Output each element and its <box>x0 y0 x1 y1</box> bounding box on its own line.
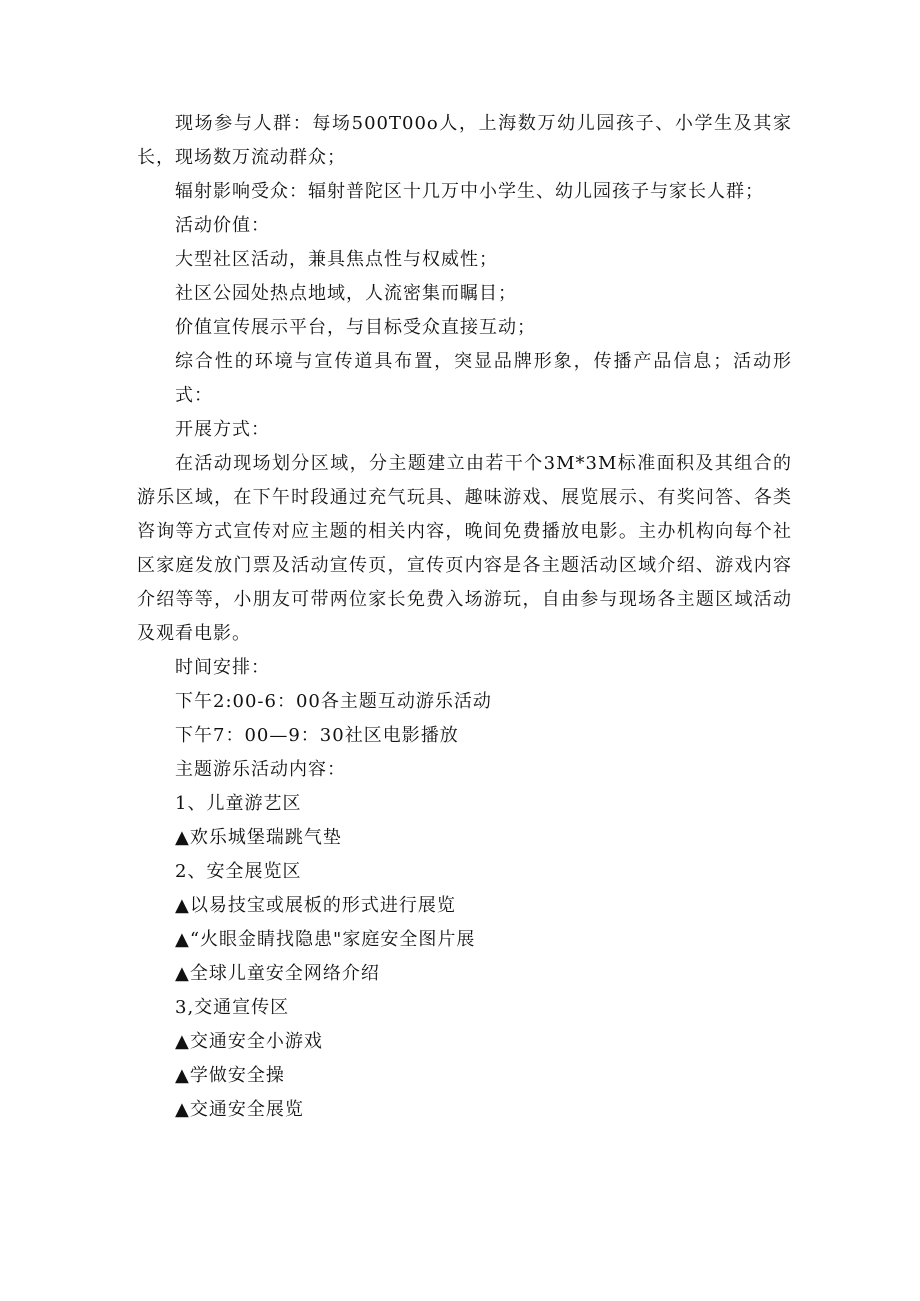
traffic-area-item-3: ▲交通安全展览 <box>175 1099 304 1120</box>
traffic-area-heading: 3,交通宣传区 <box>175 997 290 1018</box>
theme-activities-heading: 主题游乐活动内容： <box>175 759 346 780</box>
activity-value-heading: 活动价值： <box>175 215 270 236</box>
schedule-heading: 时间安排： <box>175 657 270 678</box>
safety-exhibition-item-1: ▲以易技宝或展板的形式进行展览 <box>175 895 456 916</box>
safety-exhibition-item-3: ▲全球儿童安全网络介绍 <box>175 963 380 984</box>
method-heading: 开展方式： <box>175 419 270 440</box>
document-body <box>137 107 792 1127</box>
audience-paragraph: 辐射影响受众：辐射普陀区十几万中小学生、幼儿园孩子与家长人群； <box>175 181 764 202</box>
method-paragraph: 在活动现场划分区域，分主题建立由若干个3M*3M标准面积及其组合的游乐区域，在下午时段通过充气玩具、趣味游戏、展览展示、有奖问答、各类咨询等方式宣传对应主题的相关内容，晚间免费播放电影。主办机构向每个社区家庭发放门票及活动宣传页，宣传页内容是各主题活动区域介绍、游戏内容介绍等等，小朋友可带两位家长免费入场游玩，自由参与现场各主题区域活动及观看电影。 <box>137 453 792 644</box>
safety-exhibition-item-2: ▲“火眼金睛找隐患"家庭安全图片展 <box>175 929 476 950</box>
value-item-1: 大型社区活动，兼具焦点性与权威性； <box>175 249 498 270</box>
traffic-area-item-1: ▲交通安全小游戏 <box>175 1031 323 1052</box>
participants-paragraph: 现场参与人群：每场500T00o人，上海数万幼儿园孩子、小学生及其家长，现场数万流动群众； <box>137 113 792 168</box>
safety-exhibition-heading: 2、安全展览区 <box>175 861 302 882</box>
value-item-2: 社区公园处热点地域，人流密集而瞩目； <box>175 283 517 304</box>
schedule-item-evening: 下午7：00—9：30社区电影播放 <box>175 725 459 746</box>
children-area-item: ▲欢乐城堡瑞跳气垫 <box>175 827 342 848</box>
value-item-4: 综合性的环境与宣传道具布置，突显品牌形象，传播产品信息；活动形式： <box>175 351 792 406</box>
children-area-heading: 1、儿童游艺区 <box>175 793 302 814</box>
schedule-item-afternoon: 下午2:00-6：00各主题互动游乐活动 <box>175 691 492 712</box>
value-item-3: 价值宣传展示平台，与目标受众直接互动； <box>175 317 536 338</box>
traffic-area-item-2: ▲学做安全操 <box>175 1065 285 1086</box>
